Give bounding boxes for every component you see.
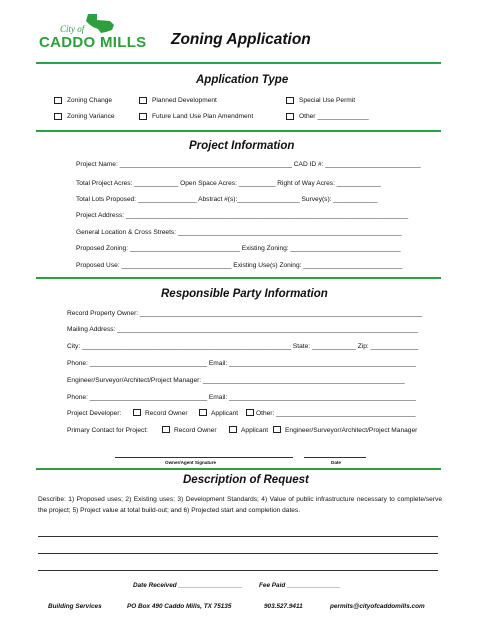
field-engineer-phone-email[interactable]: Phone: ________________________________ Email: ___________________________________________________ xyxy=(67,394,417,401)
field-project-address[interactable]: Project Address: _____________________________________________________________________________ xyxy=(76,212,409,219)
description-line[interactable] xyxy=(38,570,438,571)
label-future-land-use: Future Land Use Plan Amendment xyxy=(152,113,254,120)
contact-engineer-label: Engineer/Surveyor/Architect/Project Manager xyxy=(285,427,418,434)
footer-department: Building Services xyxy=(48,603,102,610)
checkbox-developer-owner[interactable] xyxy=(133,409,141,416)
date-label: Date xyxy=(331,460,341,465)
contact-label: Primary Contact for Project: xyxy=(67,427,148,434)
checkbox-future-land-use[interactable] xyxy=(139,113,147,120)
field-engineer[interactable]: Engineer/Surveyor/Architect/Project Manager: _______________________________________________________ xyxy=(67,377,405,384)
description-text: Describe: 1) Proposed uses; 2) Existing uses; 3) Development Standards; 4) Value of public infrastructure necessary to complete/serve the project; 5) Project value at total build-out; and 6) Projected start and completion dates. xyxy=(38,496,442,514)
divider xyxy=(36,62,441,64)
texas-map-icon xyxy=(84,12,116,34)
field-zoning[interactable]: Proposed Zoning: ______________________________ Existing Zoning: ______________________________ xyxy=(76,245,401,252)
responsible-party-heading: Responsible Party Information xyxy=(161,288,328,300)
field-mailing-address[interactable]: Mailing Address: __________________________________________________________________________________ xyxy=(67,326,418,333)
field-use[interactable]: Proposed Use: ______________________________ Existing Use(s) Zoning: ___________________________ xyxy=(76,262,403,269)
checkbox-planned-development[interactable] xyxy=(139,97,147,104)
contact-applicant-label: Applicant xyxy=(241,427,269,434)
field-property-owner[interactable]: Record Property Owner: _____________________________________________________________________________ xyxy=(67,310,423,317)
label-special-use-permit: Special Use Permit xyxy=(299,97,356,104)
developer-owner-label: Record Owner xyxy=(145,410,188,417)
footer-email[interactable]: permits@cityofcaddomills.com xyxy=(330,603,425,610)
field-acres[interactable]: Total Project Acres: ____________ Open Space Acres: __________ Right of Way Acres: ____________ xyxy=(76,180,381,187)
developer-label: Project Developer: xyxy=(67,410,122,417)
date-received: Date Received __________________ xyxy=(133,582,243,589)
label-planned-development: Planned Development xyxy=(152,97,217,104)
developer-other-label: Other: ______________________________________ xyxy=(256,410,416,417)
footer-address: PO Box 490 Caddo Mills, TX 75135 xyxy=(127,603,232,610)
checkbox-contact-engineer[interactable] xyxy=(273,426,281,433)
field-project-name[interactable]: Project Name: _______________________________________________ CAD ID #: __________________________ xyxy=(76,161,421,168)
checkbox-developer-other[interactable] xyxy=(246,409,254,416)
developer-applicant-label: Applicant xyxy=(211,410,239,417)
field-lots[interactable]: Total Lots Proposed: ________________ Abstract #(s):_________________ Survey(s): ____________ xyxy=(76,196,378,203)
footer-phone: 903.527.9411 xyxy=(264,603,303,610)
divider xyxy=(36,468,441,470)
divider xyxy=(36,130,441,132)
description-line[interactable] xyxy=(38,553,438,554)
checkbox-developer-applicant[interactable] xyxy=(199,409,207,416)
checkbox-contact-owner[interactable] xyxy=(162,426,170,433)
checkbox-contact-applicant[interactable] xyxy=(229,426,237,433)
signature-line[interactable] xyxy=(115,457,293,458)
application-type-heading: Application Type xyxy=(196,74,289,86)
field-location[interactable]: General Location & Cross Streets: _____________________________________________________________ xyxy=(76,229,402,236)
contact-owner-label: Record Owner xyxy=(174,427,217,434)
description-line[interactable] xyxy=(38,536,438,537)
page-title: Zoning Application xyxy=(171,31,311,48)
field-city-state-zip[interactable]: City: _________________________________________________________ State: ____________ Zip: _____________ xyxy=(67,343,419,350)
signature-label: Owner/Agent Signature xyxy=(165,460,217,465)
logo-name: CADDO MILLS xyxy=(39,34,147,51)
label-other: Other ______________ xyxy=(299,113,369,120)
description-heading: Description of Request xyxy=(183,474,309,486)
fee-paid: Fee Paid _______________ xyxy=(259,582,341,589)
checkbox-other[interactable] xyxy=(286,113,294,120)
date-line[interactable] xyxy=(304,457,366,458)
field-phone-email[interactable]: Phone: ________________________________ Email: ___________________________________________________ xyxy=(67,360,417,367)
label-zoning-variance: Zoning Variance xyxy=(67,113,115,120)
project-info-heading: Project Information xyxy=(189,140,295,152)
label-zoning-change: Zoning Change xyxy=(67,97,113,104)
checkbox-zoning-change[interactable] xyxy=(54,97,62,104)
divider xyxy=(36,277,441,279)
checkbox-zoning-variance[interactable] xyxy=(54,113,62,120)
checkbox-special-use-permit[interactable] xyxy=(286,97,294,104)
logo-script: City of xyxy=(60,24,85,34)
